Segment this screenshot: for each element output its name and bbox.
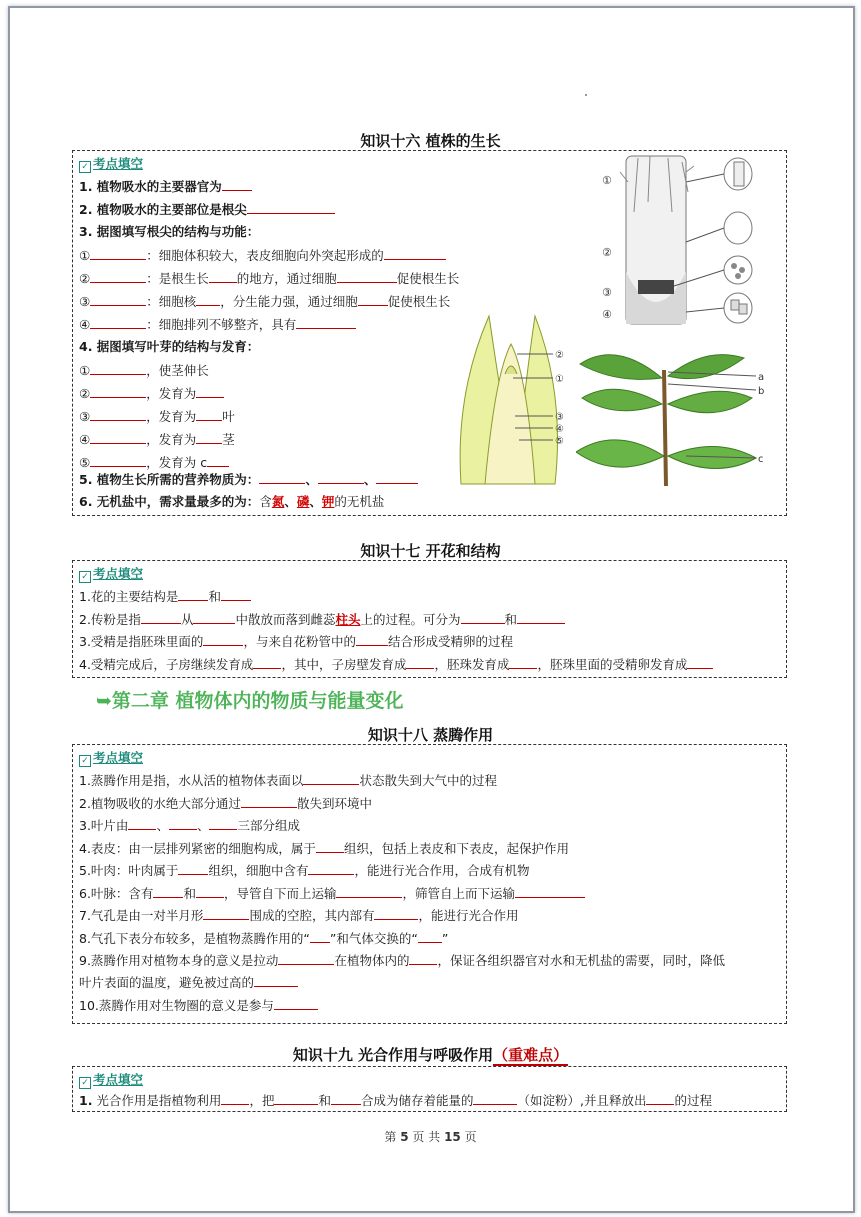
s17-line1: 1.花的主要结构是 和 (79, 588, 251, 605)
sec17-title: 知识十七 开花和结构 (360, 542, 501, 560)
check-icon: ✓ (79, 161, 91, 173)
s18-line5: 5.叶肉：叶肉属于 组织，细胞中含有 ，能进行光合作用，合成有机物 (79, 863, 530, 878)
bud-label-4: ④ (555, 424, 564, 435)
s16-line10: ② ，发育为 (79, 385, 224, 402)
sec17-box (72, 560, 787, 678)
root-tip-figure (598, 152, 778, 332)
root-label-3: ③ (602, 286, 612, 299)
sec19-box (72, 1066, 787, 1112)
s16-line12: ④ ，发育为 茎 (79, 432, 235, 447)
root-label-4: ④ (602, 308, 612, 321)
s18-line9: 9.蒸腾作用对植物本身的意义是拉动 在植物体内的 ，保证各组织器官对水和无机盐的需要，同时，降低 (79, 953, 725, 968)
leaf-bud-figure (455, 314, 575, 488)
s19-line1: 1. 光合作用是指植物利用 ，把 和 合成为储存着能量的 （如淀粉）,并且释放出 的过程 (79, 1093, 712, 1108)
s18-line10: 叶片表面的温度，避免被过高的 (79, 974, 298, 991)
s16-line4: ① ：细胞体积较大，表皮细胞向外突起形成的 (79, 247, 446, 264)
bud-label-3: ③ (555, 412, 564, 423)
s16-line13: ⑤ ，发育为 c (79, 454, 229, 471)
sec17-tag: ✓ 考点填空 (79, 564, 143, 583)
s18-line8: 8.气孔下表分布较多，是植物蒸腾作用的“ ”和气体交换的“ ” (79, 931, 449, 946)
root-label-1: ① (602, 174, 612, 187)
s18-line6: 6.叶脉：含有 和 ，导管自下而上运输 ，筛管自上而下运输 (79, 885, 585, 902)
s16-line3: 3. 据图填写根尖的结构与功能： (79, 224, 260, 239)
s17-line2: 2.传粉是指 从 中散放而落到雌蕊柱头上的过程。可分为 和 (79, 611, 565, 628)
s16-line14: 5. 植物生长所需的营养物质为： 、 、 (79, 471, 418, 488)
chapter-heading: ➥第二章 植物体内的物质与能量变化 (96, 690, 404, 712)
s18-line11: 10.蒸腾作用对生物圈的意义是参与 (79, 997, 318, 1014)
sec18-box (72, 744, 787, 1024)
s16-line5: ② ：是根生长 的地方，通过细胞 促使根生长 (79, 271, 460, 286)
bud-label-1: ① (555, 374, 564, 385)
s16-line9: ① ，使茎伸长 (79, 363, 209, 378)
sec19-tag: ✓ 考点填空 (79, 1070, 143, 1089)
sec16-tag: ✓ 考点填空 (79, 154, 143, 173)
check-icon: ✓ (79, 1077, 91, 1089)
stem-leaves-figure (576, 340, 776, 488)
stem-label-c: c (758, 454, 764, 465)
speck (585, 94, 587, 96)
s17-line4: 4.受精完成后，子房继续发育成 ，其中，子房壁发育成 ，胚珠发育成 ，胚珠里面的受精卵发育成 (79, 656, 713, 673)
s16-line2: 2. 植物吸水的主要部位是根尖 (79, 201, 335, 218)
root-label-2: ② (602, 246, 612, 259)
bud-label-5: ⑤ (555, 436, 564, 447)
s18-line3: 3.叶片由 、 、 三部分组成 (79, 818, 300, 833)
sec16-title: 知识十六 植株的生长 (360, 132, 501, 150)
s16-line15: 6. 无机盐中，需求量最多的为：含氮、磷、钾的无机盐 (79, 494, 385, 509)
sec18-tag: ✓ 考点填空 (79, 748, 143, 767)
sec18-title: 知识十八 蒸腾作用 (367, 726, 494, 744)
stem-label-b: b (758, 386, 765, 397)
bud-label-2: ② (555, 350, 564, 361)
s16-line7: ④ ：细胞排列不够整齐，具有 (79, 316, 356, 333)
s18-line2: 2.植物吸收的水绝大部分通过 散失到环境中 (79, 796, 372, 811)
s17-line3: 3.受精是指胚珠里面的 ，与来自花粉管中的 结合形成受精卵的过程 (79, 634, 513, 649)
s16-line8: 4. 据图填写叶芽的结构与发育： (79, 339, 260, 354)
s16-line1: 1. 植物吸水的主要器官为 (79, 178, 252, 195)
s18-line1: 1.蒸腾作用是指，水从活的植物体表面以 状态散失到大气中的过程 (79, 773, 497, 788)
sec19-title: 知识十九 光合作用与呼吸作用（重难点） (292, 1046, 569, 1064)
s18-line4: 4.表皮：由一层排列紧密的细胞构成，属于 组织，包括上表皮和下表皮，起保护作用 (79, 841, 569, 856)
page-footer: 第 5 页 共 15 页 (384, 1130, 477, 1144)
s16-line11: ③ ，发育为 叶 (79, 409, 235, 424)
check-icon: ✓ (79, 755, 91, 767)
check-icon: ✓ (79, 571, 91, 583)
s16-line6: ③ ：细胞核 ，分生能力强，通过细胞 促使根生长 (79, 294, 451, 309)
stem-label-a: a (758, 372, 765, 383)
sec19-title-emphasis: （重难点） (493, 1046, 569, 1064)
s18-line7: 7.气孔是由一对半月形 围成的空腔，其内部有 ，能进行光合作用 (79, 908, 519, 923)
